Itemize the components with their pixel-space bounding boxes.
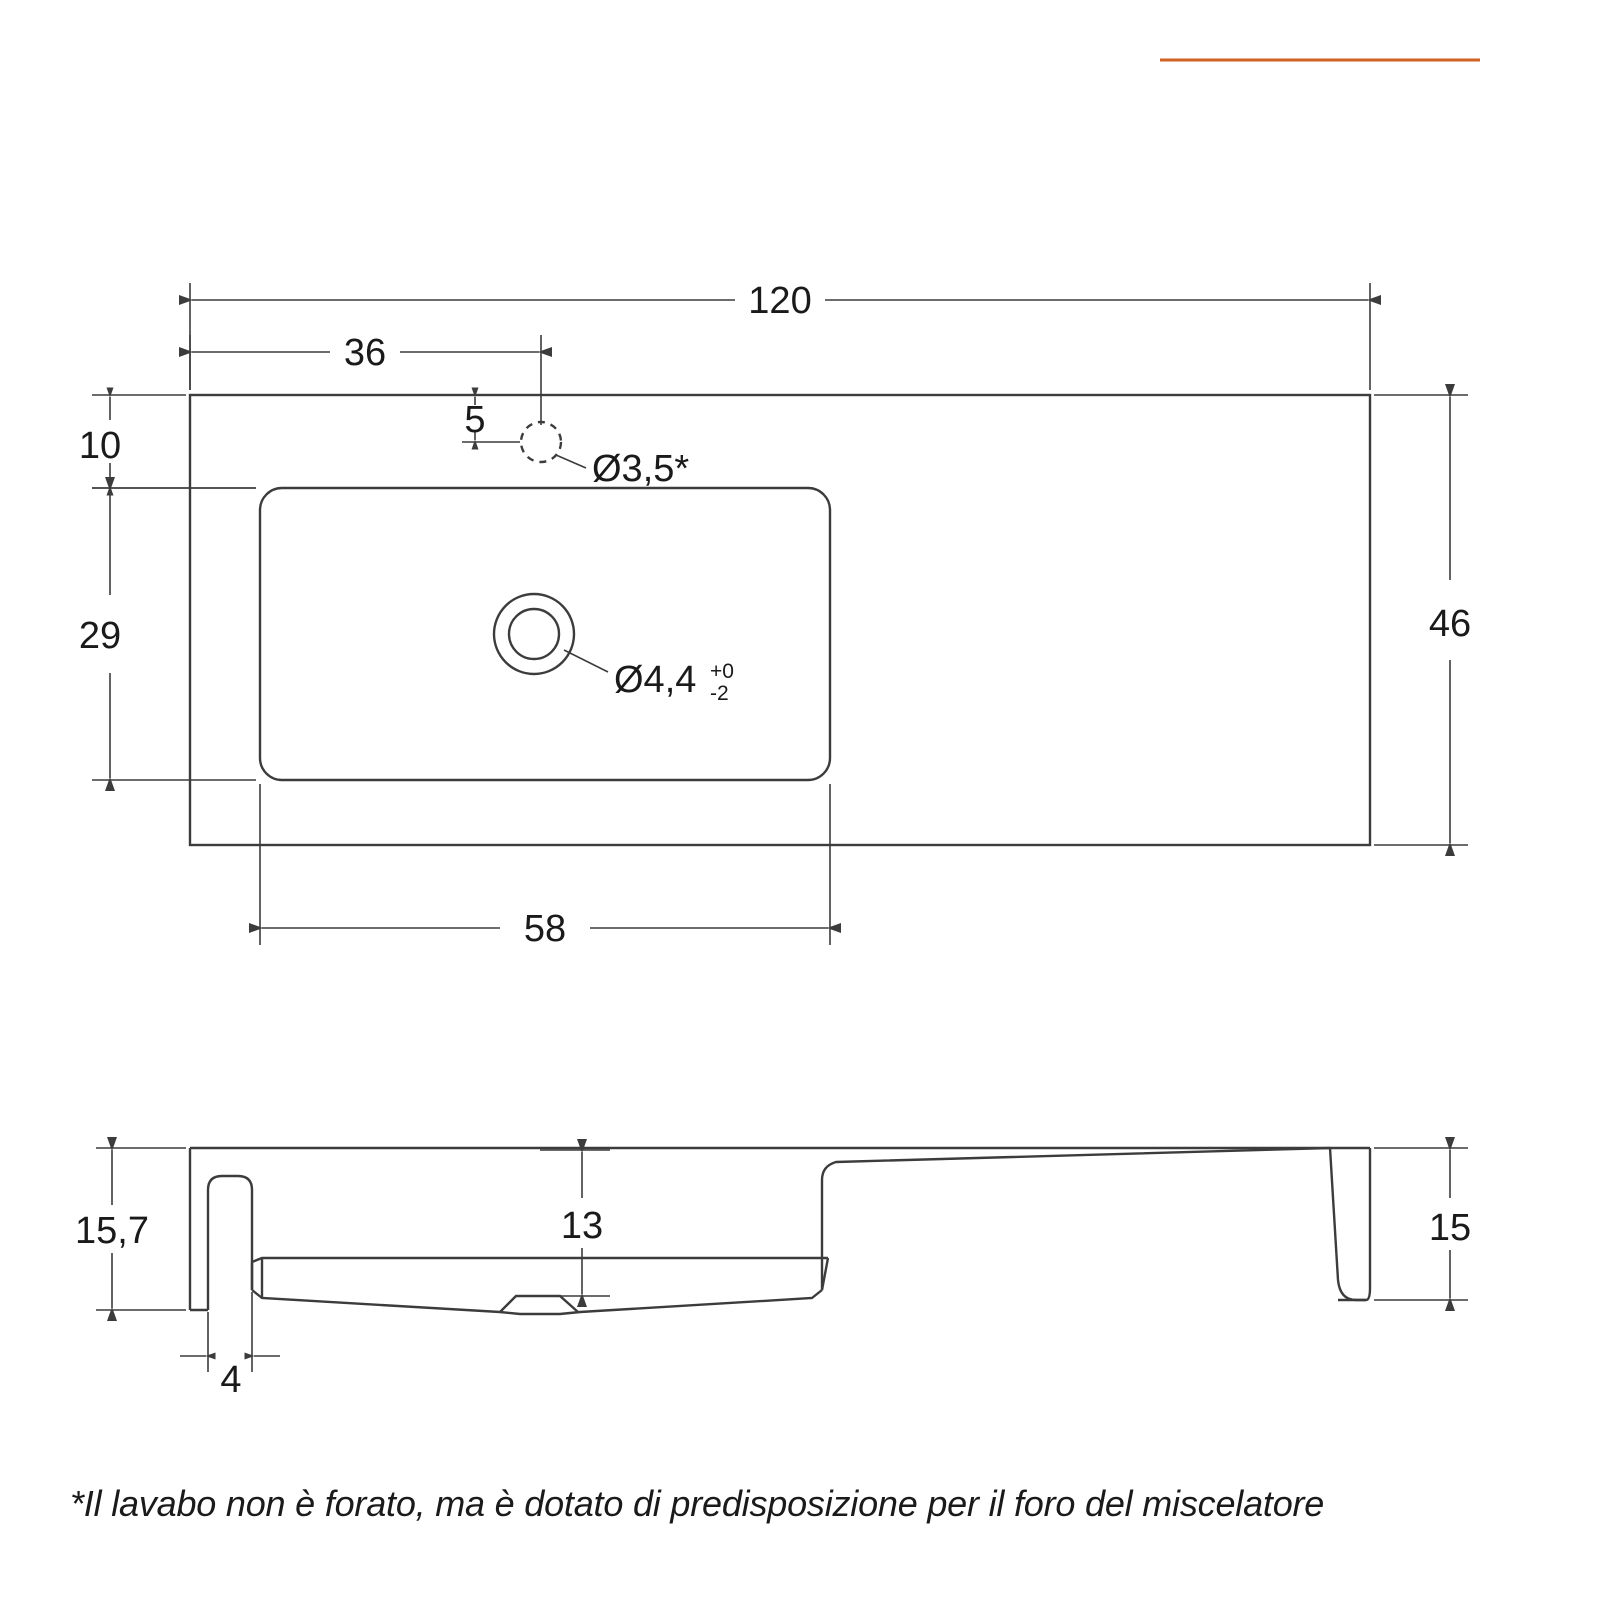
dim-back-edge-to-basin: 10: [78, 425, 122, 467]
callout-waste-hole-diameter: Ø4,4: [614, 659, 697, 701]
callout-waste-tolerance-upper: +0: [710, 660, 734, 683]
dim-tap-hole-y: 5: [464, 399, 486, 441]
section-view-dimension-lines: [96, 1148, 1468, 1372]
callout-waste-tolerance-lower: -2: [710, 682, 729, 705]
top-view-geometry: [190, 395, 1370, 845]
footnote-note: *Il lavabo non è forato, ma è dotato di predisposizione per il foro del miscelatore: [70, 1483, 1325, 1524]
section-view-geometry: [190, 1148, 1370, 1314]
callout-tap-hole-diameter: Ø3,5*: [592, 448, 690, 490]
dim-basin-width: 58: [523, 908, 567, 950]
dim-basin-depth: 29: [78, 615, 122, 657]
dim-overall-depth: 46: [1428, 603, 1472, 645]
dim-overall-width: 120: [748, 280, 812, 322]
dim-basin-inner-depth: 13: [560, 1205, 604, 1247]
dim-right-height: 15: [1428, 1207, 1472, 1249]
dim-total-height: 15,7: [75, 1210, 149, 1252]
dim-tap-hole-x: 36: [343, 332, 387, 374]
dim-rim-thickness: 4: [220, 1359, 242, 1401]
